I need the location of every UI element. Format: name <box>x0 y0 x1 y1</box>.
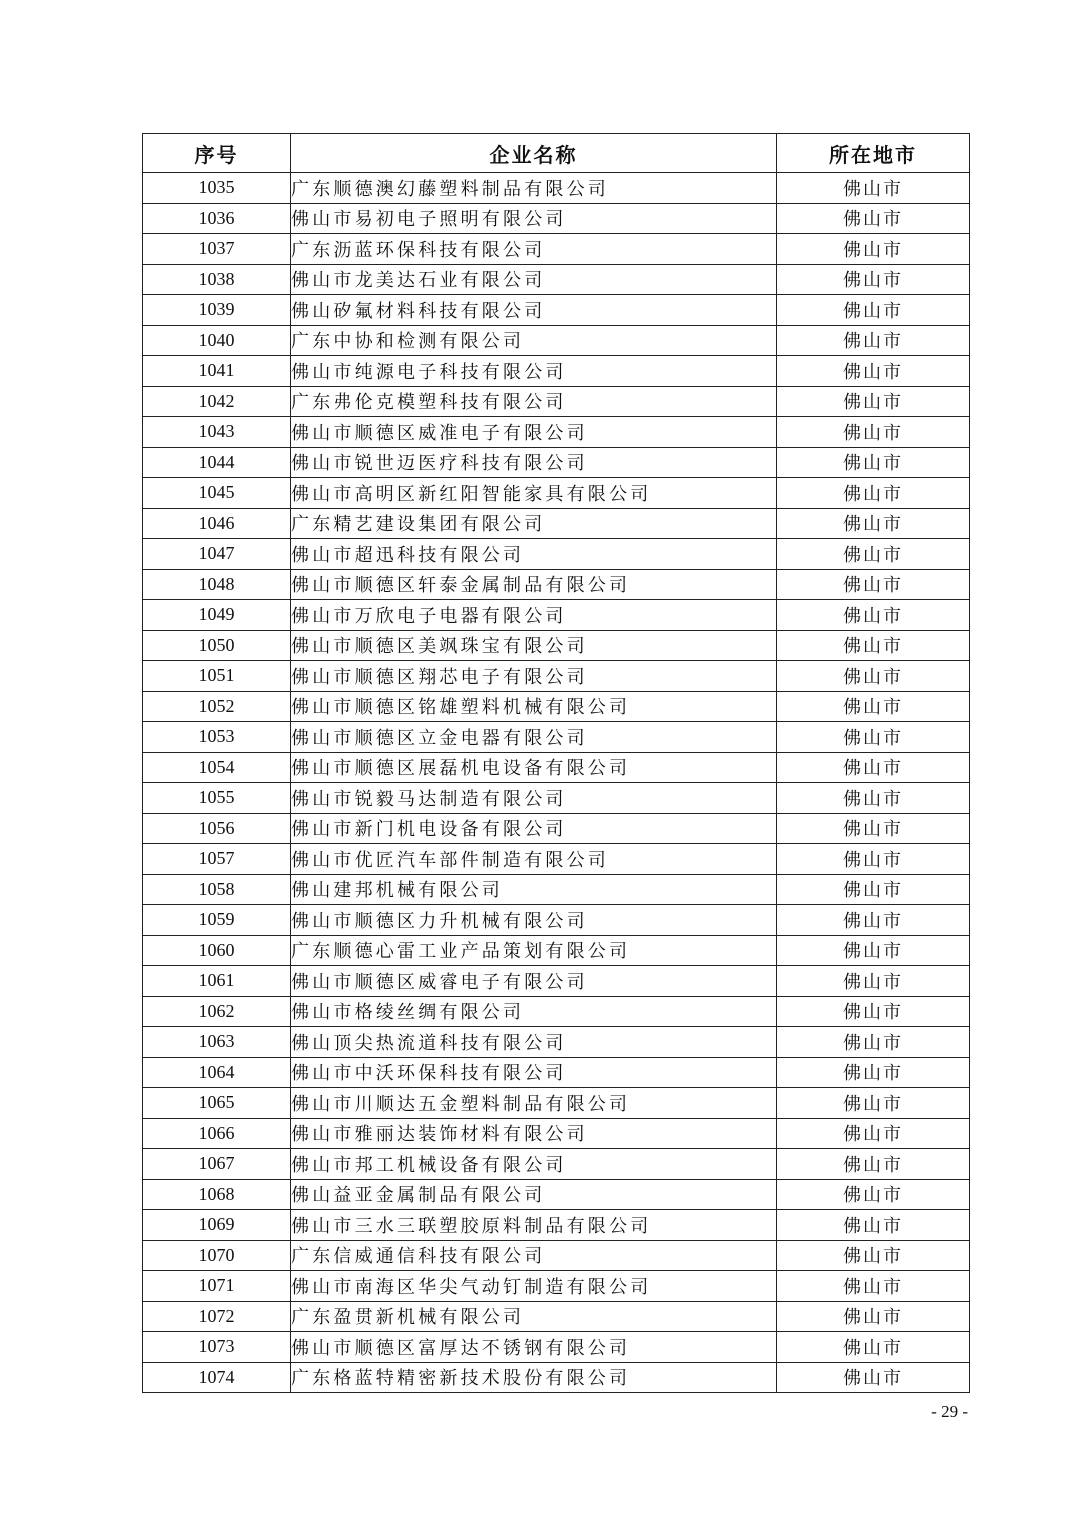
row-city: 佛山市 <box>777 996 970 1027</box>
row-city: 佛山市 <box>777 874 970 905</box>
row-index: 1062 <box>143 996 291 1027</box>
row-index: 1041 <box>143 356 291 387</box>
table-row <box>143 905 970 936</box>
row-company-name: 广东中协和检测有限公司 <box>291 325 777 356</box>
row-index: 1069 <box>143 1210 291 1241</box>
row-company-name: 广东盈贯新机械有限公司 <box>291 1301 777 1332</box>
row-index: 1047 <box>143 539 291 570</box>
row-city: 佛山市 <box>777 1271 970 1302</box>
row-company-name: 佛山市南海区华尖气动钉制造有限公司 <box>291 1271 777 1302</box>
row-company-name: 佛山市龙美达石业有限公司 <box>291 264 777 295</box>
table-row <box>143 1301 970 1332</box>
row-index: 1045 <box>143 478 291 509</box>
row-index: 1037 <box>143 234 291 265</box>
row-index: 1046 <box>143 508 291 539</box>
header-city: 所在地市 <box>777 134 970 173</box>
row-city: 佛山市 <box>777 478 970 509</box>
row-city: 佛山市 <box>777 630 970 661</box>
row-index: 1059 <box>143 905 291 936</box>
table-row <box>143 539 970 570</box>
row-company-name: 佛山市川顺达五金塑料制品有限公司 <box>291 1088 777 1119</box>
table-row <box>143 447 970 478</box>
row-company-name: 广东沥蓝环保科技有限公司 <box>291 234 777 265</box>
row-company-name: 广东顺德澳幻藤塑料制品有限公司 <box>291 173 777 204</box>
row-index: 1054 <box>143 752 291 783</box>
row-city: 佛山市 <box>777 1118 970 1149</box>
row-city: 佛山市 <box>777 691 970 722</box>
table-row <box>143 722 970 753</box>
row-company-name: 佛山市顺德区美飒珠宝有限公司 <box>291 630 777 661</box>
table-row <box>143 325 970 356</box>
row-city: 佛山市 <box>777 1149 970 1180</box>
row-city: 佛山市 <box>777 203 970 234</box>
row-city: 佛山市 <box>777 935 970 966</box>
table-row <box>143 569 970 600</box>
table-row <box>143 264 970 295</box>
table-row <box>143 783 970 814</box>
row-city: 佛山市 <box>777 1179 970 1210</box>
row-index: 1060 <box>143 935 291 966</box>
row-city: 佛山市 <box>777 1057 970 1088</box>
row-index: 1050 <box>143 630 291 661</box>
table-row <box>143 234 970 265</box>
row-city: 佛山市 <box>777 661 970 692</box>
row-company-name: 佛山市锐毅马达制造有限公司 <box>291 783 777 814</box>
row-index: 1051 <box>143 661 291 692</box>
table-row <box>143 630 970 661</box>
row-city: 佛山市 <box>777 905 970 936</box>
row-index: 1064 <box>143 1057 291 1088</box>
table-row <box>143 508 970 539</box>
row-city: 佛山市 <box>777 783 970 814</box>
table-row <box>143 813 970 844</box>
row-index: 1067 <box>143 1149 291 1180</box>
row-index: 1035 <box>143 173 291 204</box>
table-row <box>143 600 970 631</box>
row-city: 佛山市 <box>777 386 970 417</box>
row-company-name: 佛山市万欣电子电器有限公司 <box>291 600 777 631</box>
row-company-name: 佛山市顺德区展磊机电设备有限公司 <box>291 752 777 783</box>
table-row <box>143 661 970 692</box>
row-company-name: 佛山市优匠汽车部件制造有限公司 <box>291 844 777 875</box>
row-city: 佛山市 <box>777 569 970 600</box>
table-body <box>143 173 970 1393</box>
table-row <box>143 752 970 783</box>
row-index: 1057 <box>143 844 291 875</box>
row-company-name: 佛山市格绫丝绸有限公司 <box>291 996 777 1027</box>
row-index: 1066 <box>143 1118 291 1149</box>
row-index: 1042 <box>143 386 291 417</box>
row-city: 佛山市 <box>777 722 970 753</box>
row-city: 佛山市 <box>777 844 970 875</box>
table-row <box>143 356 970 387</box>
row-city: 佛山市 <box>777 1240 970 1271</box>
row-city: 佛山市 <box>777 966 970 997</box>
row-company-name: 广东格蓝特精密新技术股份有限公司 <box>291 1362 777 1393</box>
row-company-name: 佛山益亚金属制品有限公司 <box>291 1179 777 1210</box>
row-index: 1053 <box>143 722 291 753</box>
row-city: 佛山市 <box>777 295 970 326</box>
row-index: 1040 <box>143 325 291 356</box>
table-row <box>143 1362 970 1393</box>
table-row <box>143 874 970 905</box>
row-city: 佛山市 <box>777 539 970 570</box>
row-index: 1061 <box>143 966 291 997</box>
table-row <box>143 1149 970 1180</box>
row-city: 佛山市 <box>777 1332 970 1363</box>
row-index: 1063 <box>143 1027 291 1058</box>
row-index: 1070 <box>143 1240 291 1271</box>
table-row <box>143 1332 970 1363</box>
row-company-name: 佛山顶尖热流道科技有限公司 <box>291 1027 777 1058</box>
table-row <box>143 478 970 509</box>
row-company-name: 佛山市邦工机械设备有限公司 <box>291 1149 777 1180</box>
row-index: 1055 <box>143 783 291 814</box>
row-index: 1071 <box>143 1271 291 1302</box>
row-city: 佛山市 <box>777 813 970 844</box>
row-city: 佛山市 <box>777 752 970 783</box>
row-company-name: 佛山市超迅科技有限公司 <box>291 539 777 570</box>
company-table <box>142 133 970 1393</box>
row-company-name: 佛山市顺德区轩泰金属制品有限公司 <box>291 569 777 600</box>
row-company-name: 佛山市锐世迈医疗科技有限公司 <box>291 447 777 478</box>
row-city: 佛山市 <box>777 1210 970 1241</box>
row-company-name: 佛山市易初电子照明有限公司 <box>291 203 777 234</box>
table-row <box>143 1179 970 1210</box>
table-row <box>143 1057 970 1088</box>
row-company-name: 佛山市顺德区威睿电子有限公司 <box>291 966 777 997</box>
row-city: 佛山市 <box>777 356 970 387</box>
table-row <box>143 1088 970 1119</box>
row-index: 1044 <box>143 447 291 478</box>
row-company-name: 广东信威通信科技有限公司 <box>291 1240 777 1271</box>
row-city: 佛山市 <box>777 1027 970 1058</box>
header-company: 企业名称 <box>291 134 777 173</box>
table-row <box>143 935 970 966</box>
row-index: 1049 <box>143 600 291 631</box>
row-company-name: 佛山市顺德区翔芯电子有限公司 <box>291 661 777 692</box>
row-company-name: 佛山市顺德区立金电器有限公司 <box>291 722 777 753</box>
row-company-name: 佛山市雅丽达装饰材料有限公司 <box>291 1118 777 1149</box>
row-company-name: 佛山市纯源电子科技有限公司 <box>291 356 777 387</box>
row-company-name: 佛山市高明区新红阳智能家具有限公司 <box>291 478 777 509</box>
row-company-name: 广东顺德心雷工业产品策划有限公司 <box>291 935 777 966</box>
row-company-name: 佛山矽氟材料科技有限公司 <box>291 295 777 326</box>
row-company-name: 佛山建邦机械有限公司 <box>291 874 777 905</box>
table-row <box>143 173 970 204</box>
row-index: 1052 <box>143 691 291 722</box>
table-row <box>143 1240 970 1271</box>
row-city: 佛山市 <box>777 234 970 265</box>
table-row <box>143 295 970 326</box>
row-company-name: 佛山市顺德区铭雄塑料机械有限公司 <box>291 691 777 722</box>
row-company-name: 佛山市顺德区力升机械有限公司 <box>291 905 777 936</box>
table-row <box>143 386 970 417</box>
table-row <box>143 1027 970 1058</box>
row-index: 1058 <box>143 874 291 905</box>
page-number: - 29 - <box>931 1402 968 1421</box>
table-row <box>143 1271 970 1302</box>
row-company-name: 佛山市三水三联塑胶原料制品有限公司 <box>291 1210 777 1241</box>
row-index: 1036 <box>143 203 291 234</box>
table-row <box>143 691 970 722</box>
row-city: 佛山市 <box>777 173 970 204</box>
row-city: 佛山市 <box>777 1362 970 1393</box>
table-header-row <box>143 134 970 173</box>
row-city: 佛山市 <box>777 508 970 539</box>
row-index: 1038 <box>143 264 291 295</box>
table-row <box>143 1118 970 1149</box>
row-company-name: 广东弗伦克模塑科技有限公司 <box>291 386 777 417</box>
row-company-name: 广东精艺建设集团有限公司 <box>291 508 777 539</box>
row-index: 1048 <box>143 569 291 600</box>
row-company-name: 佛山市中沃环保科技有限公司 <box>291 1057 777 1088</box>
table-row <box>143 1210 970 1241</box>
table-row <box>143 844 970 875</box>
table-row <box>143 966 970 997</box>
row-index: 1072 <box>143 1301 291 1332</box>
row-city: 佛山市 <box>777 417 970 448</box>
row-company-name: 佛山市新门机电设备有限公司 <box>291 813 777 844</box>
row-city: 佛山市 <box>777 264 970 295</box>
row-company-name: 佛山市顺德区富厚达不锈钢有限公司 <box>291 1332 777 1363</box>
table-row <box>143 996 970 1027</box>
row-index: 1074 <box>143 1362 291 1393</box>
row-city: 佛山市 <box>777 1088 970 1119</box>
row-index: 1068 <box>143 1179 291 1210</box>
row-index: 1073 <box>143 1332 291 1363</box>
row-company-name: 佛山市顺德区威准电子有限公司 <box>291 417 777 448</box>
row-city: 佛山市 <box>777 1301 970 1332</box>
row-index: 1056 <box>143 813 291 844</box>
row-index: 1065 <box>143 1088 291 1119</box>
row-city: 佛山市 <box>777 600 970 631</box>
row-city: 佛山市 <box>777 447 970 478</box>
table-row <box>143 203 970 234</box>
header-index: 序号 <box>143 134 291 173</box>
table-row <box>143 417 970 448</box>
row-index: 1039 <box>143 295 291 326</box>
row-city: 佛山市 <box>777 325 970 356</box>
row-index: 1043 <box>143 417 291 448</box>
